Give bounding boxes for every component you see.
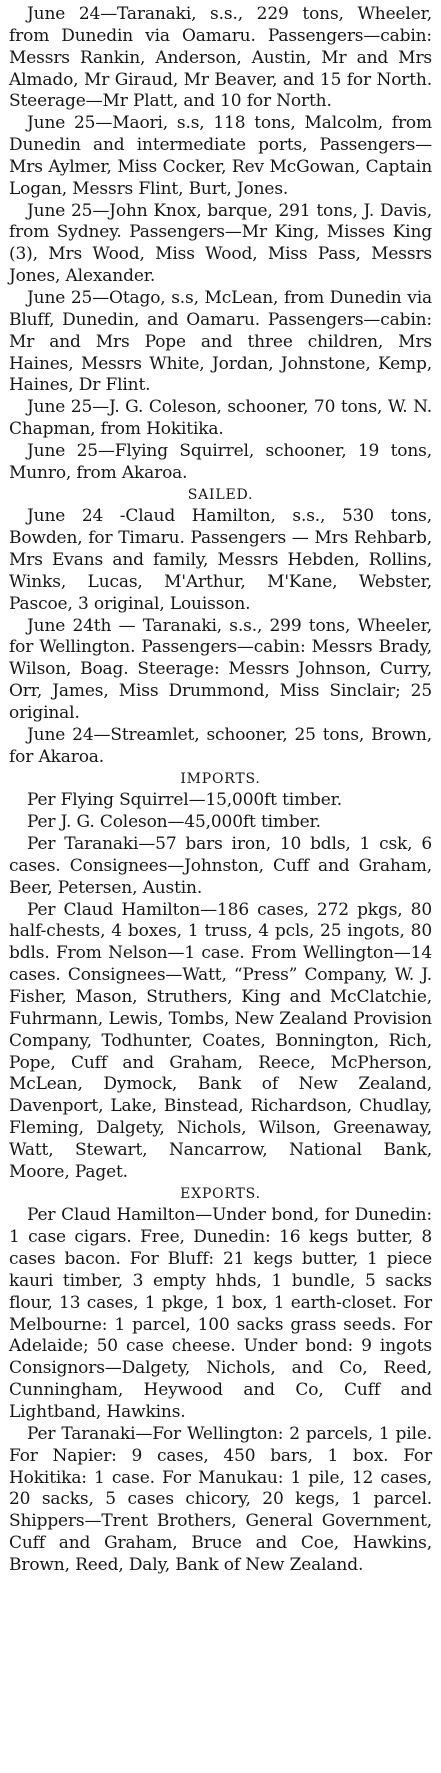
export-entry: Per Taranaki—For Wellington: 2 parcels, 1 pile. For Napier: 9 cases, 450 bars, 1 box. For Hokitika: 1 case. For Manukau: 1 pile, 12 cases, 20 sacks, 5 cases chicory, 20 kegs, 1 parcel. Shippers—Trent Brothers, General Government, Cuff and Graham, Bruce and Coe, Hawkins, Brown, Reed, Daly, Bank of New Zealand. — [9, 1423, 432, 1575]
arrival-entry: June 25—Maori, s.s, 118 tons, Malcolm, from Dunedin and intermediate ports, Passengers—Mrs Aylmer, Miss Cocker, Rev McGowan, Captain Logan, Messrs Flint, Burt, Jones. — [9, 113, 432, 199]
arrival-entry: June 25—Otago, s.s, McLean, from Dunedin via Bluff, Dunedin, and Oamaru. Passengers—cabin: Mr and Mrs Pope and three children, Mrs Haines, Messrs White, Jordan, Johnstone, Kemp, Haines, Dr Flint. — [9, 287, 432, 396]
import-entry: Per J. G. Coleson—45,000ft timber. — [27, 812, 321, 833]
import-entry: Per Taranaki—57 bars iron, 10 bdls, 1 csk, 6 cases. Consignees—Johnston, Cuff and Graham, Beer, Petersen, Austin. — [9, 834, 432, 898]
sailed-heading: SAILED. — [187, 486, 254, 503]
import-entry: Per Flying Squirrel—15,000ft timber. — [27, 790, 343, 811]
sailed-entry: June 24 -Claud Hamilton, s.s., 530 tons, Bowden, for Timaru. Passengers — Mrs Rehbarb, Mrs Evans and family, Messrs Hebden, Rollins, Winks, Lucas, M'Arthur, M'Kane, Webster, Pascoe, 3 original, Louisson. — [9, 506, 432, 614]
arrival-entry: June 25—John Knox, barque, 291 tons, J. Davis, from Sydney. Passengers—Mr King, Misses King (3), Mrs Wood, Miss Wood, Miss Pass, Messrs Jones, Alexander. — [9, 200, 432, 287]
import-entry: Per Claud Hamilton—186 cases, 272 pkgs, 80 half-chests, 4 boxes, 1 truss, 4 pcls, 25 ingots, 80 bdls. From Nelson—1 case. From Wellington—14 cases. Consignees—Watt, “Press” Company, W. J. Fisher, Mason, Struthers, King and McClatchie, Fuhrmann, Lewis, Tombs, New Zealand Provision Company, Todhunter, Coates, Bonnington, Rich, Pope, Cuff and Graham, Reece, McPherson, McLean, Dymock, Bank of New Zealand, Davenport, Lake, Binstead, Richardson, Chudlay, Fleming, Dalgety, Nichols, Wilson, Greenaway, Watt, Stewart, Nancarrow, National Bank, Moore, Paget. — [9, 899, 432, 1182]
sailed-entry: June 24—Streamlet, schooner, 25 tons, Brown, for Akaroa. — [9, 724, 432, 767]
imports-heading: IMPORTS. — [180, 770, 261, 787]
sailed-entry: June 24th — Taranaki, s.s., 299 tons, Wheeler, for Wellington. Passengers—cabin: Messrs Brady, Wilson, Boag. Steerage: Messrs Johnson, Curry, Orr, James, Miss Drummond, Miss Sinclair; 25 original. — [9, 615, 432, 723]
exports-heading: EXPORTS. — [180, 1185, 261, 1202]
arrival-entry: June 25—Flying Squirrel, schooner, 19 tons, Munro, from Akaroa. — [9, 440, 432, 483]
arrival-entry: June 25—J. G. Coleson, schooner, 70 tons, W. N. Chapman, from Hokitika. — [9, 397, 432, 440]
arrival-entry: June 24—Taranaki, s.s., 229 tons, Wheeler, from Dunedin via Oamaru. Passengers—cabin: Messrs Rankin, Anderson, Austin, Mr and Mrs Almado, Mr Giraud, Mr Beaver, and 15 for North. Steerage—Mr Platt, and 10 for North. — [9, 4, 432, 112]
export-entry: Per Claud Hamilton—Under bond, for Dunedin: 1 case cigars. Free, Dunedin: 16 kegs butter, 8 cases bacon. For Bluff: 21 kegs butter, 1 piece kauri timber, 3 empty hhds, 1 bundle, 5 sacks flour, 13 cases, 1 pkge, 1 box, 1 earth-closet. For Melbourne: 1 parcel, 100 sacks grass seeds. For Adelaide; 50 case cheese. Under bond: 9 ingots Consignors—Dalgety, Nichols, and Co, Reed, Cunningham, Heywood and Co, Cuff and Lightband, Hawkins. — [9, 1205, 432, 1422]
